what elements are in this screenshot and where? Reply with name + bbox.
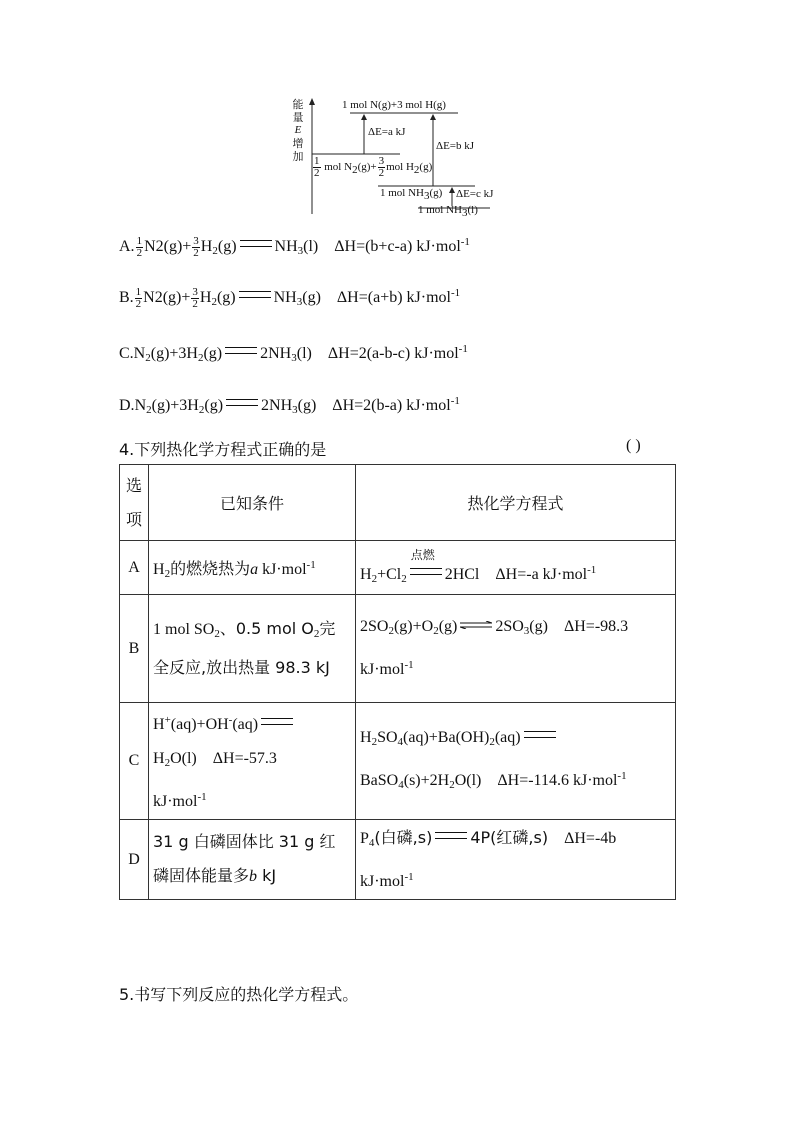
table-header-row bbox=[120, 465, 676, 541]
question-5-title: 5.书写下列反应的热化学方程式。 bbox=[119, 985, 359, 1004]
q4-table bbox=[119, 464, 676, 900]
three-half-fraction: $\frac{3}{2}$ bbox=[378, 155, 385, 179]
mid-text: mol H bbox=[386, 161, 414, 174]
cond-var: b bbox=[249, 868, 258, 885]
eq-text: H bbox=[360, 728, 372, 746]
axis-char: 增 bbox=[292, 137, 304, 150]
energy-diagram bbox=[290, 96, 510, 220]
cond-text: 的燃烧热为 bbox=[170, 558, 251, 578]
eq-text: BaSO bbox=[360, 771, 399, 789]
row-equation: $P_4$(白磷,s) 4P(红磷,s) ΔH=-4b kJ·mol$^{-1}$ bbox=[356, 820, 676, 900]
cond-text: (aq) bbox=[232, 716, 259, 733]
equals-sign bbox=[240, 240, 272, 247]
equals-sign bbox=[226, 399, 258, 406]
row-key: A bbox=[120, 541, 149, 595]
eq-text: (aq) bbox=[494, 728, 521, 746]
mid-text: (g) bbox=[419, 161, 433, 174]
cond-text: 、0.5 mol O bbox=[219, 618, 314, 638]
row-condition: H+(aq)+OH-(aq) $H_2O(l)$ ΔH=-57.3 kJ·mol$^{-1}$ bbox=[149, 703, 356, 820]
low-level-label: 1 mol $NH_3(g)$ bbox=[380, 187, 443, 202]
row-condition: $H_2$的燃烧热为a kJ·mol$^{-1}$ bbox=[149, 541, 356, 595]
delta-h: ΔH=-98.3 bbox=[563, 618, 629, 635]
eq-text: 2SO bbox=[360, 618, 389, 635]
eq-unit: kJ·mol bbox=[360, 872, 405, 890]
row-key: B bbox=[120, 595, 149, 703]
eq-text: (g) bbox=[438, 618, 458, 635]
row-condition: 1 mol $SO_2$、0.5 mol $O_2$完 全反应,放出热量 98.3 kJ bbox=[149, 595, 356, 703]
cond-text: kJ bbox=[257, 866, 277, 885]
fraction: $\frac{1}{2}$ bbox=[136, 235, 143, 259]
delta-c-label: ΔE=c kJ bbox=[456, 188, 494, 200]
row-equation: $H_2+Cl_2$ 点燃 2HCl ΔH=-a kJ·mol$^{-1}$ bbox=[356, 541, 676, 595]
header-equation: 热化学方程式 bbox=[356, 465, 676, 541]
cond-text: H bbox=[153, 750, 165, 767]
row-equation: $2SO_2(g)+O_2(g)$ $2SO_3(g)$ ΔH=-98.3 kJ·mol$^{-1}$ bbox=[356, 595, 676, 703]
delta-h: ΔH=(b+c-a) kJ·mol bbox=[334, 238, 461, 256]
eq-text: (aq)+Ba(OH) bbox=[403, 728, 490, 746]
delta-h: ΔH=-57.3 bbox=[212, 750, 277, 767]
cond-text: 磷固体能量多 bbox=[153, 866, 250, 885]
fraction: $\frac{3}{2}$ bbox=[193, 235, 199, 259]
option-label: C. bbox=[119, 345, 134, 362]
delta-h: ΔH=(a+b) kJ·mol bbox=[336, 289, 451, 307]
half-fraction: $\frac{1}{2}$ bbox=[314, 155, 320, 179]
ignite-equals bbox=[407, 548, 445, 584]
ignite-label: 点燃 bbox=[410, 548, 435, 562]
low-text: (g) bbox=[429, 187, 443, 199]
cond-text: (aq)+OH bbox=[170, 716, 229, 733]
cond-unit: kJ·mol bbox=[262, 560, 307, 578]
axis-char: 能 bbox=[292, 98, 304, 111]
cond-text: 全反应,放出热量 98.3 kJ bbox=[153, 657, 330, 677]
bottom-text: 1 mol NH bbox=[418, 204, 462, 216]
question-4-title: 4.下列热化学方程式正确的是 bbox=[119, 440, 327, 459]
y-axis-label bbox=[292, 98, 304, 163]
table-row bbox=[120, 541, 676, 595]
answer-blank: ( ) bbox=[626, 437, 641, 454]
eq-text: (g)+O bbox=[393, 618, 434, 635]
delta-h: ΔH=2(b-a) kJ·mol bbox=[332, 397, 451, 414]
option-label: B. bbox=[119, 289, 134, 307]
delta-h: ΔH=2(a-b-c) kJ·mol bbox=[327, 345, 459, 362]
header-option: 选项 bbox=[120, 465, 149, 541]
table-row bbox=[120, 703, 676, 820]
delta-h: ΔH=-a kJ·mol bbox=[495, 566, 588, 583]
eq-text: (白磷,s) bbox=[374, 827, 433, 847]
option-b: B. $\frac{1}{2}$ N2(g)+ $\frac{3}{2}$ $H_2(g)$ $NH_3(g)$ ΔH=(a+b) kJ·mol$^{-1}$ bbox=[119, 286, 461, 310]
bottom-text: (l) bbox=[467, 204, 478, 216]
row-equation: $H_2SO_4(aq)+Ba(OH)_2(aq)$ $BaSO_4(s)+2H_2O(l)$ ΔH=-114.6 kJ·mol$^{-1}$ bbox=[356, 703, 676, 820]
table-row bbox=[120, 595, 676, 703]
option-d: $D.N_2(g)+3H_2(g)$ $2NH_3(g)$ ΔH=2(b-a) kJ·mol$^{-1}$ bbox=[119, 395, 460, 416]
equals-sign bbox=[524, 731, 556, 738]
axis-char: 加 bbox=[292, 150, 304, 163]
row-key: C bbox=[120, 703, 149, 820]
eq-text: P bbox=[360, 829, 369, 847]
delta-h: ΔH=-4b bbox=[564, 829, 617, 847]
delta-a-label: ΔE=a kJ bbox=[368, 126, 406, 138]
bottom-level-label: 1 mol $NH_3(l)$ bbox=[418, 204, 478, 219]
delta-b-label: ΔE=b kJ bbox=[436, 140, 475, 152]
mid-level-label: $\frac{1}{2}$ mol $N_2(g)+$ $\frac{3}{2}$ mol $H_2(g)$ bbox=[314, 155, 433, 179]
equals-sign bbox=[261, 718, 293, 725]
eq-text: 4P(红磷,s) bbox=[470, 827, 549, 847]
eq-text: SO bbox=[377, 728, 398, 746]
cond-text: 完 bbox=[319, 618, 336, 638]
cond-text: O(l) bbox=[170, 750, 197, 767]
table-row bbox=[120, 820, 676, 900]
option-label: A. bbox=[119, 238, 135, 256]
top-level-label: 1 mol N(g)+3 mol H(g) bbox=[342, 99, 446, 111]
delta-h: ΔH=-114.6 kJ·mol bbox=[497, 771, 618, 789]
header-condition: 已知条件 bbox=[149, 465, 356, 541]
mid-text: mol N bbox=[324, 161, 353, 174]
cond-text: H bbox=[153, 716, 165, 733]
axis-char: 量 bbox=[292, 111, 304, 124]
axis-char: E bbox=[294, 124, 302, 136]
cond-text: 1 mol SO bbox=[153, 620, 215, 638]
reversible-arrow bbox=[460, 621, 492, 629]
fraction: $\frac{3}{2}$ bbox=[192, 286, 198, 310]
low-text: 1 mol NH bbox=[380, 187, 424, 199]
mid-text: (g)+ bbox=[357, 161, 377, 174]
equals-sign bbox=[225, 347, 257, 354]
option-label: D. bbox=[119, 397, 135, 414]
row-condition bbox=[149, 820, 356, 900]
eq-text: O(l) bbox=[454, 771, 482, 789]
row-key: D bbox=[120, 820, 149, 900]
eq-text: 2SO bbox=[495, 618, 524, 635]
equals-sign bbox=[435, 832, 467, 839]
option-a: A. $\frac{1}{2}$ N2(g)+ $\frac{3}{2}$ $H_2(g)$ $NH_3(l)$ ΔH=(b+c-a) kJ·mol$^{-1}$ bbox=[119, 235, 470, 259]
equals-sign bbox=[239, 291, 271, 298]
cond-text: 31 g 白磷固体比 31 g 红 bbox=[153, 832, 336, 851]
option-c: $C.N_2(g)+3H_2(g)$ $2NH_3(l)$ ΔH=2(a-b-c) kJ·mol$^{-1}$ bbox=[119, 343, 468, 364]
eq-text: (g) bbox=[529, 618, 548, 635]
eq-text: 2HCl bbox=[444, 566, 480, 583]
eq-unit: kJ·mol bbox=[360, 661, 405, 678]
cond-unit: kJ·mol bbox=[153, 793, 198, 810]
fraction: $\frac{1}{2}$ bbox=[135, 286, 142, 310]
eq-text: (s)+2H bbox=[403, 771, 450, 789]
